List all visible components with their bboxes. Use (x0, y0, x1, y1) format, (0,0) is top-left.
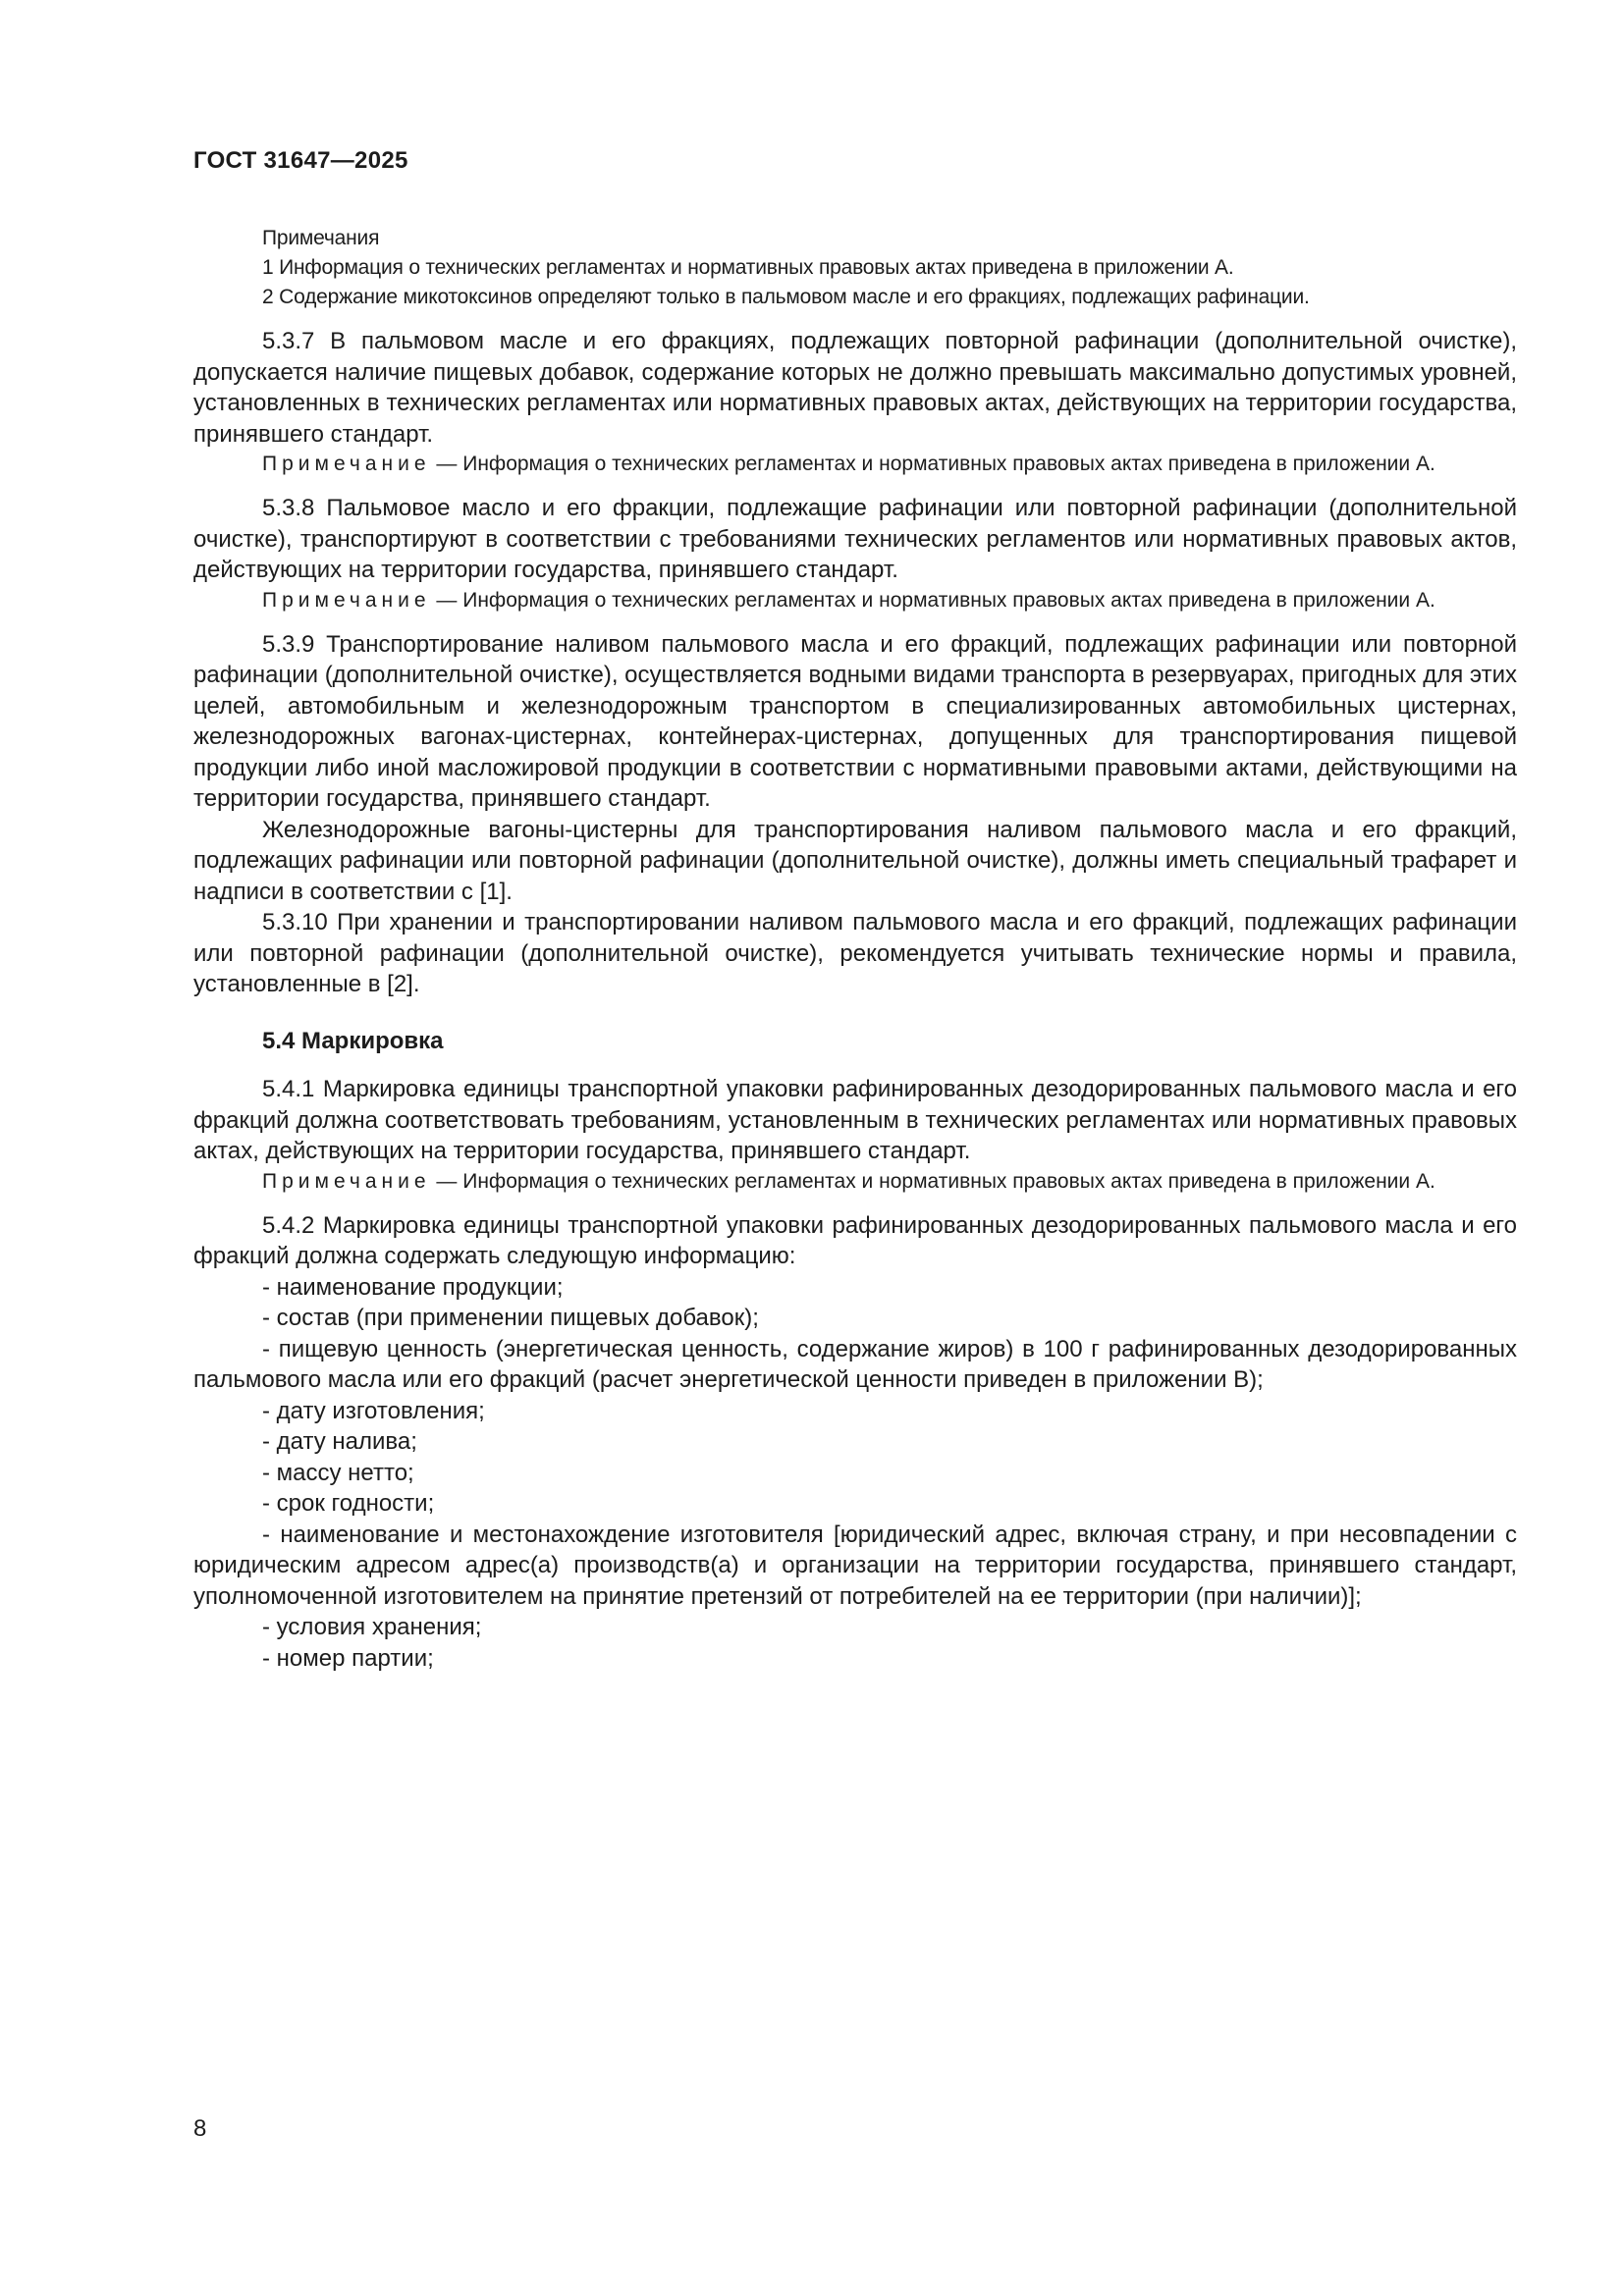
page-content (193, 224, 1517, 1674)
note-item: 2 Содержание микотоксинов определяют только в пальмовом масле и его фракциях, подлежащих рафинации. (262, 286, 1310, 308)
note-label: Примечание (262, 453, 431, 475)
page-number: 8 (193, 2115, 207, 2142)
section-heading-5-4: 5.4 Маркировка (262, 1027, 444, 1054)
note-text: — Информация о технических регламентах и нормативных правовых актах приведена в приложении А. (430, 1169, 1435, 1193)
note (193, 586, 1517, 615)
list-item: - состав (при применении пищевых добавок); (262, 1305, 759, 1331)
list-item: - номер партии; (262, 1644, 434, 1672)
list-item: - массу нетто; (262, 1459, 414, 1486)
list-item: - срок годности; (262, 1490, 435, 1517)
note-label: Примечание (262, 588, 431, 612)
paragraph-5-3-9: 5.3.9 Транспортирование наливом пальмового масла и его фракций, подлежащих рафинации или повторной рафинации (дополнительной очистке), осуществляется водными видами транспорта в резервуарах, пригодных для этих целей, автомобильным и железнодорожным транспортом в специализированных автомобильных цистернах, железнодорожных вагонах-цистернах, контейнерах-цистернах, допущенных для транспортирования пищевой продукции либо иной масложировой продукции в соответствии с нормативными правовыми актами, действующими на территории государства, принявшего стандарт. (193, 630, 1517, 812)
list-item: - дату налива; (262, 1428, 417, 1455)
marking-list (193, 1272, 1517, 1675)
paragraph-5-4-1: 5.4.1 Маркировка единицы транспортной упаковки рафинированных дезодорированных пальмового масла и его фракций должна соответствовать требованиям, установленным в технических регламентах или нормативных правовых актах, действующих на территории государства, принявшего стандарт. (193, 1076, 1517, 1164)
paragraph-5-3-10: 5.3.10 При хранении и транспортировании наливом пальмового масла и его фракций, подлежащих рафинации или повторной рафинации (дополнительной очистке), рекомендуется учитывать технические нормы и правила, установленные в [2]. (193, 909, 1517, 997)
note (193, 1167, 1517, 1197)
paragraph-rail-tanks: Железнодорожные вагоны-цистерны для транспортирования наливом пальмового масла и его фракций, подлежащих рафинации или повторной рафинации (дополнительной очистке), должны иметь специальный трафарет и надписи в соответствии с [1]. (193, 816, 1517, 905)
note-text: — Информация о технических регламентах и нормативных правовых актах приведена в приложении А. (430, 453, 1435, 475)
paragraph-5-3-7: 5.3.7 В пальмовом масле и его фракциях, подлежащих повторной рафинации (дополнительной очистке), допускается наличие пищевых добавок, содержание которых не должно превышать максимально допустимых уровней, установленных в технических регламентах или нормативных правовых актах, действующих на территории государства, принявшего стандарт. (193, 328, 1517, 448)
paragraph-5-3-8: 5.3.8 Пальмовое масло и его фракции, подлежащие рафинации или повторной рафинации (дополнительной очистке), транспортируют в соответствии с требованиями технических регламентов или нормативных правовых актов, действующих на территории государства, принявшего стандарт. (193, 495, 1517, 583)
paragraph-5-4-2: 5.4.2 Маркировка единицы транспортной упаковки рафинированных дезодорированных пальмового масла и его фракций должна содержать следующую информацию: (193, 1211, 1517, 1269)
notes-title: Примечания (262, 227, 380, 249)
list-item: - наименование продукции; (262, 1273, 564, 1301)
list-item: - условия хранения; (262, 1614, 482, 1640)
notes-block (193, 224, 1517, 312)
list-item: - пищевую ценность (энергетическая ценность, содержание жиров) в 100 г рафинированных дезодорированных пальмового масла или его фракций (расчет энергетической ценности приведен в приложении В); (193, 1335, 1517, 1393)
document-header: ГОСТ 31647—2025 (193, 147, 408, 174)
note-label: Примечание (262, 1169, 431, 1193)
list-item: - наименование и местонахождение изготовителя [юридический адрес, включая страну, и при несовпадении с юридическим адресом адрес(а) производств(а) и организации на территории государства, принявшего стандарт, уполномоченной изготовителем на принятие претензий от потребителей на ее территории (при наличии)]; (193, 1521, 1517, 1610)
note-item: 1 Информация о технических регламентах и нормативных правовых актах приведена в приложении А. (262, 256, 1234, 279)
note (193, 450, 1517, 479)
note-text: — Информация о технических регламентах и нормативных правовых актах приведена в приложении А. (430, 588, 1435, 612)
list-item: - дату изготовления; (262, 1397, 485, 1424)
